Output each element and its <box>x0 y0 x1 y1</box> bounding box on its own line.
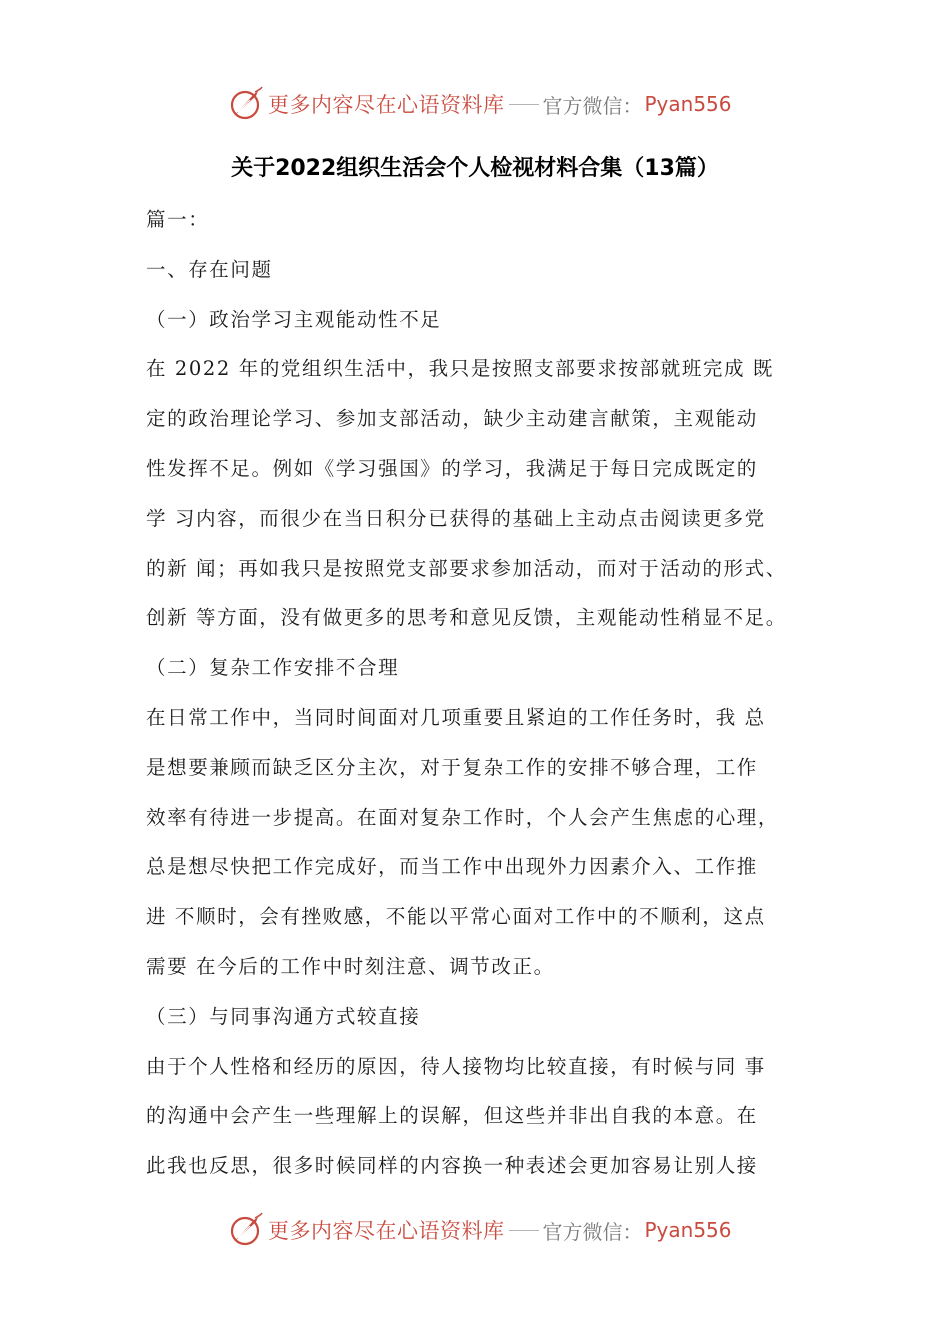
paragraph-line: 性发挥不足。例如《学习强国》的学习，我满足于每日完成既定的 <box>146 456 758 480</box>
paragraph-line: 此我也反思，很多时候同样的内容换一种表述会更加容易让别人接 <box>146 1154 758 1178</box>
watermark-site-text: 更多内容尽在心语资料库 <box>268 93 505 117</box>
watermark-dash <box>509 104 539 105</box>
watermark-wechat-id: Pyan556 <box>644 92 732 116</box>
watermark-bottom <box>228 1210 732 1250</box>
paragraph-line: 总是想尽快把工作完成好，而当工作中出现外力因素介入、工作推 <box>146 855 758 879</box>
paragraph-line: 是想要兼顾而缺乏区分主次，对于复杂工作的安排不够合理，工作 <box>146 755 758 779</box>
paragraph-line: 的新 闻；再如我只是按照党支部要求参加活动，而对于活动的形式、 <box>146 556 787 580</box>
watermark-official-text: 官方微信： <box>542 1219 643 1244</box>
paragraph-line: 效率有待进一步提高。在面对复杂工作时，个人会产生焦虑的心理， <box>146 805 780 829</box>
paragraph-line: 创新 等方面，没有做更多的思考和意见反馈，主观能动性稍显不足。 <box>146 606 787 630</box>
watermark-site-text: 更多内容尽在心语资料库 <box>268 1219 505 1243</box>
paragraph-line: 在日常工作中，当同时间面对几项重要且紧迫的工作任务时，我 总 <box>146 705 766 729</box>
heading-problems: 一、存在问题 <box>146 257 273 281</box>
paragraph-line: 需要 在今后的工作中时刻注意、调节改正。 <box>146 954 555 978</box>
document-title: 关于2022组织生活会个人检视材料合集（13篇） <box>231 156 719 181</box>
paragraph-line: 的沟通中会产生一些理解上的误解，但这些并非出自我的本意。在 <box>146 1104 758 1128</box>
paragraph-line: 学 习内容，而很少在当日积分已获得的基础上主动点击阅读更多党 <box>146 506 766 530</box>
subheading-1: （一）政治学习主观能动性不足 <box>146 307 442 331</box>
paragraph-line: 由于个人性格和经历的原因，待人接物均比较直接，有时候与同 事 <box>146 1054 766 1078</box>
quill-pen-logo-icon <box>228 1212 264 1248</box>
watermark-official-text: 官方微信： <box>542 93 643 118</box>
quill-pen-logo-icon <box>228 86 264 122</box>
document-body <box>146 195 814 1191</box>
subheading-2: （二）复杂工作安排不合理 <box>146 656 400 680</box>
paragraph-line: 在 2022 年的党组织生活中，我只是按照支部要求按部就班完成 既 <box>146 357 775 381</box>
section-label: 篇一： <box>146 208 210 231</box>
paragraph-line: 进 不顺时，会有挫败感，不能以平常心面对工作中的不顺利，这点 <box>146 905 766 929</box>
watermark-dash <box>509 1230 539 1231</box>
watermark-wechat-id: Pyan556 <box>644 1218 732 1242</box>
subheading-3: （三）与同事沟通方式较直接 <box>146 1004 421 1028</box>
watermark-top <box>228 84 732 124</box>
paragraph-line: 定的政治理论学习、参加支部活动，缺少主动建言献策，主观能动 <box>146 407 758 431</box>
